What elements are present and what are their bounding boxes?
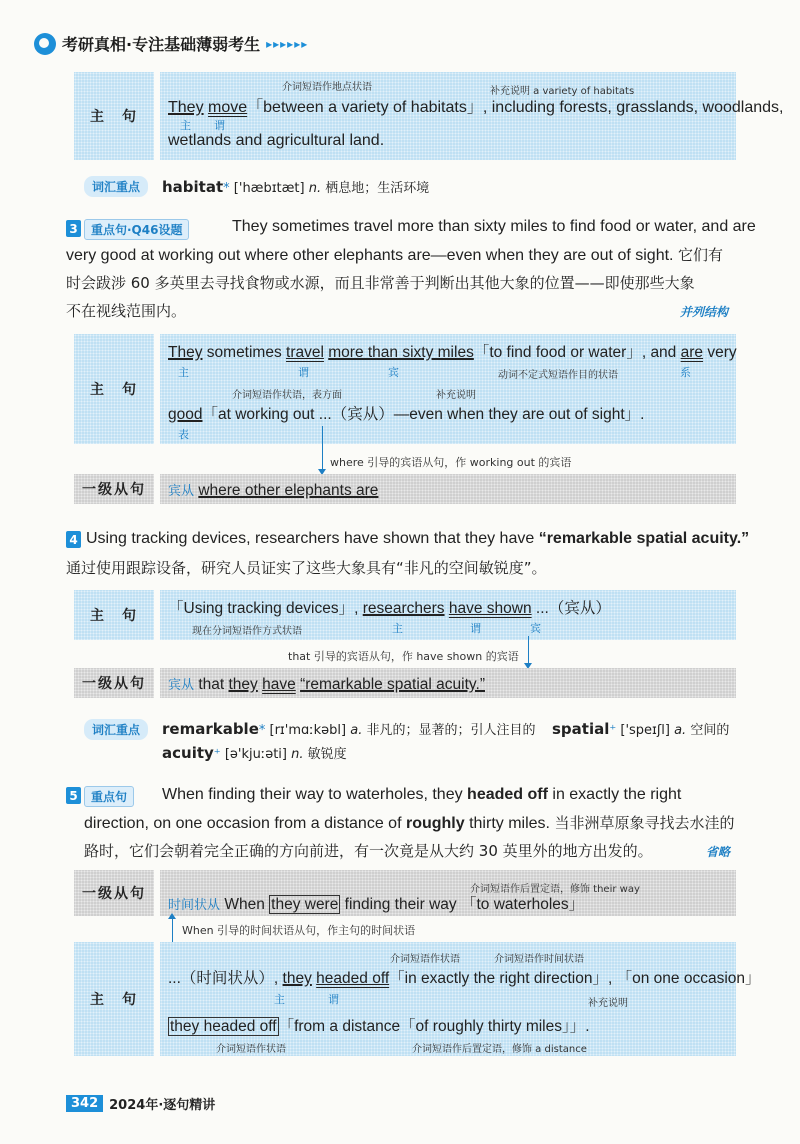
rest: , including forests, grasslands, woodlands, — [482, 99, 784, 116]
page-footer — [66, 1094, 215, 1113]
role-subject: 主 — [392, 622, 403, 635]
s5-sub-note: 介词短语作后置定语，修饰 their way — [470, 884, 640, 895]
main-clause-label: 主 句 — [74, 72, 154, 160]
s3-arrow-note: where 引导的宾语从句，作 working out 的宾语 — [330, 456, 572, 469]
bracket-phrase: 「between a variety of habitats」 — [247, 99, 483, 116]
vocab-spatial: spatial⁺ ['speɪʃl] a. 空间的 — [552, 720, 730, 738]
header-title: 考研真相·专注基础薄弱考生 — [62, 35, 261, 54]
arrow-down — [322, 426, 323, 470]
role-link: 系 — [680, 366, 691, 379]
note-supplement: 补充说明 a variety of habitats — [490, 86, 635, 97]
note-supplement: 补充说明 — [436, 390, 476, 401]
search-logo-icon — [34, 33, 56, 55]
note-participle: 现在分词短语作方式状语 — [192, 626, 302, 637]
note-adverbial: 介词短语作状语 — [216, 1044, 286, 1055]
role-predicative: 表 — [178, 428, 189, 441]
note-prep-aspect: 介词短语作状语，表方面 — [232, 390, 342, 401]
vocab-tag: 词汇重点 — [84, 176, 148, 197]
s5-en-line2: direction, on one occasion from a distance of roughly thirty miles. 当非洲草原象寻找去水洼的 — [84, 815, 735, 832]
sentence-number-4: 4 — [66, 531, 81, 548]
s3-main-line1: They sometimes travel more than sixty miles「to find food or water」, and are very — [168, 344, 737, 361]
s3-cn-line1: 时会跋涉 60 多英里去寻找食物或水源，而且非常善于判断出其他大象的位置——即使那些大象 — [66, 274, 695, 292]
note-supplement: 补充说明 — [588, 998, 628, 1009]
role-predicate: 谓 — [328, 993, 339, 1006]
s5-en-line1: When finding their way to waterholes, they headed off in exactly the right — [162, 786, 682, 803]
hint-omission: 省略 — [706, 845, 731, 859]
role-predicate: 谓 — [470, 622, 481, 635]
main-clause-label: 主 句 — [74, 942, 154, 1056]
role-object: 宾 — [388, 366, 399, 379]
s3-subclause: 宾从 where other elephants are — [168, 482, 379, 499]
s3-en-line2: very good at working out where other elephants are—even when they are out of sight. 它们有 — [66, 247, 723, 264]
subclause-label: 一级从句 — [74, 474, 154, 504]
role-subject: 主 — [274, 993, 285, 1006]
s5-main-line2: they headed off 「from a distance「of roughly thirty miles」」. — [170, 1018, 590, 1035]
key-sentence-tag: 重点句·Q46设题 — [84, 219, 189, 240]
vocab-acuity: acuity⁺ [ə'kjuːəti] n. 敏锐度 — [162, 744, 347, 762]
page-header — [34, 32, 308, 55]
s5-cn-line2: 路时，它们会朝着完全正确的方向前进，有一次竟是从大约 30 英里外的地方出发的。 — [84, 842, 653, 860]
role-subject: 主 — [178, 366, 189, 379]
role-predicate: 谓 — [298, 366, 309, 379]
note-time: 介词短语作时间状语 — [494, 954, 584, 965]
main-clause-label: 主 句 — [74, 334, 154, 444]
s4-en: Using tracking devices, researchers have shown that they have “remarkable spatial acuity.” — [86, 530, 750, 547]
subclause-label: 一级从句 — [74, 870, 154, 916]
role-object: 宾 — [530, 622, 541, 635]
note-manner: 介词短语作状语 — [390, 954, 460, 965]
main-clause-label: 主 句 — [74, 590, 154, 640]
s4-subclause: 宾从 that they have “remarkable spatial acuity.” — [168, 676, 485, 693]
header-arrows: ▸▸▸▸▸▸ — [266, 36, 309, 51]
vocab-tag: 词汇重点 — [84, 719, 148, 740]
s3-en-line1: They sometimes travel more than sixty miles to find food or water, and are — [232, 218, 756, 235]
block1-line2: wetlands and agricultural land. — [168, 132, 385, 149]
s5-subclause: 时间状从 When they were finding their way 「to waterholes」 — [168, 896, 585, 913]
subject: They — [168, 99, 204, 116]
subclause-label: 一级从句 — [74, 668, 154, 698]
hint-parallel: 并列结构 — [680, 305, 729, 319]
sentence-number-5: 5 — [66, 787, 81, 804]
s5-arrow-note: When 引导的时间状语从句，作主句的时间状语 — [182, 924, 416, 937]
s4-cn: 通过使用跟踪设备，研究人员证实了这些大象具有“非凡的空间敏锐度”。 — [66, 559, 547, 577]
sentence-number-3: 3 — [66, 220, 81, 237]
role-subject: 主 — [180, 119, 191, 132]
block1-line1 — [168, 94, 783, 117]
note-attributive: 介词短语作后置定语，修饰 a distance — [412, 1044, 587, 1055]
s3-main-line2: good「at working out ...（宾从）—even when they are out of sight」. — [168, 406, 645, 423]
key-sentence-tag: 重点句 — [84, 786, 134, 807]
verb: move — [208, 99, 248, 116]
s4-arrow-note: that 引导的宾语从句，作 have shown 的宾语 — [288, 650, 519, 663]
s5-main-line1: ...（时间状从）, they headed off「in exactly the right direction」, 「on one occasion」 — [168, 970, 761, 987]
note-infinitive: 动词不定式短语作目的状语 — [498, 370, 618, 381]
footer-title: 2024年·逐句精讲 — [109, 1098, 216, 1113]
note-place-adverbial: 介词短语作地点状语 — [282, 82, 372, 93]
role-predicate: 谓 — [214, 119, 225, 132]
s3-cn-line2: 不在视线范围内。 — [66, 302, 187, 320]
vocab-habitat: habitat* ['hæbɪtæt] n. 栖息地；生活环境 — [162, 178, 430, 196]
arrow-down — [528, 636, 529, 664]
s4-main: 「Using tracking devices」, researchers have shown ...（宾从） — [168, 600, 611, 617]
page-number: 342 — [66, 1095, 103, 1112]
vocab-remarkable: remarkable* [rɪ'mɑːkəbl] a. 非凡的；显著的；引人注目的 — [162, 720, 536, 738]
